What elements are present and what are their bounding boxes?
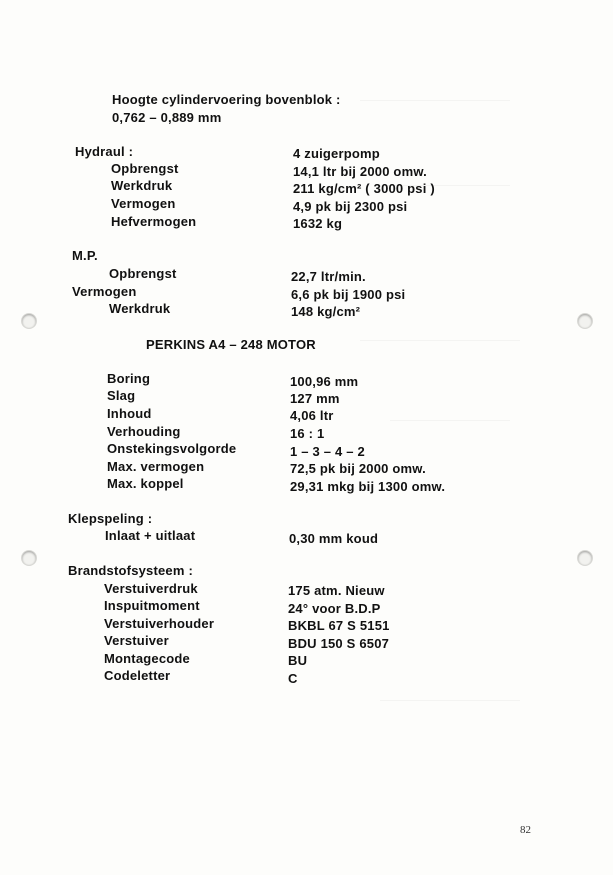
- brandstof-value: BU: [288, 653, 308, 668]
- hydraul-label: Vermogen: [111, 196, 176, 211]
- brandstof-label: Inspuitmoment: [104, 598, 200, 613]
- brandstof-label: Montagecode: [104, 651, 190, 666]
- motor-value: 29,31 mkg bij 1300 omw.: [290, 479, 446, 494]
- hydraul-value: 1632 kg: [293, 216, 343, 231]
- motor-label: Boring: [107, 371, 151, 386]
- mp-value: 22,7 ltr/min.: [291, 269, 366, 284]
- motor-value: 72,5 pk bij 2000 omw.: [290, 461, 426, 476]
- motor-value: 127 mm: [290, 391, 340, 406]
- punch-hole-left-bottom: [22, 551, 36, 565]
- mp-heading: M.P.: [72, 248, 98, 263]
- cylinder-heading: Hoogte cylindervoering bovenblok :: [112, 92, 341, 107]
- motor-value: 100,96 mm: [290, 374, 359, 389]
- hydraul-value: 14,1 ltr bij 2000 omw.: [293, 164, 427, 179]
- punch-hole-right-top: [578, 314, 592, 328]
- page-number: 82: [520, 824, 531, 836]
- motor-label: Slag: [107, 388, 136, 403]
- brandstof-value: 24° voor B.D.P: [288, 601, 381, 616]
- klep-value: 0,30 mm koud: [289, 531, 379, 546]
- mp-label: Opbrengst: [109, 266, 177, 281]
- mp-label: Werkdruk: [109, 301, 171, 316]
- hydraul-heading: Hydraul :: [75, 144, 134, 159]
- cylinder-value: 0,762 – 0,889 mm: [112, 110, 222, 125]
- hydraul-label: Hefvermogen: [111, 214, 197, 229]
- klep-label: Inlaat + uitlaat: [105, 528, 196, 543]
- hydraul-value: 4,9 pk bij 2300 psi: [293, 199, 408, 214]
- brandstof-value: BKBL 67 S 5151: [288, 618, 390, 633]
- brandstof-label: Verstuiver: [104, 633, 169, 648]
- hydraul-value: 211 kg/cm² ( 3000 psi ): [293, 181, 435, 196]
- motor-value: 4,06 ltr: [290, 408, 334, 423]
- punch-hole-left-top: [22, 314, 36, 328]
- hydraul-pump-value: 4 zuigerpomp: [293, 146, 380, 161]
- mp-value: 148 kg/cm²: [291, 304, 361, 319]
- brandstof-label: Codeletter: [104, 668, 171, 683]
- brandstof-value: C: [288, 671, 298, 686]
- motor-label: Max. koppel: [107, 476, 184, 491]
- motor-label: Verhouding: [107, 424, 181, 439]
- mp-value: 6,6 pk bij 1900 psi: [291, 287, 406, 302]
- motor-value: 1 – 3 – 4 – 2: [290, 444, 365, 459]
- brandstof-value: BDU 150 S 6507: [288, 636, 390, 651]
- hydraul-label: Opbrengst: [111, 161, 179, 176]
- hydraul-label: Werkdruk: [111, 178, 173, 193]
- brandstof-label: Verstuiverdruk: [104, 581, 198, 596]
- brandstof-value: 175 atm. Nieuw: [288, 583, 385, 598]
- motor-label: Onstekingsvolgorde: [107, 441, 237, 456]
- motor-value: 16 : 1: [290, 426, 325, 441]
- motor-label: Max. vermogen: [107, 459, 205, 474]
- punch-hole-right-bottom: [578, 551, 592, 565]
- brandstof-label: Verstuiverhouder: [104, 616, 215, 631]
- motor-title: PERKINS A4 – 248 MOTOR: [146, 337, 316, 352]
- klep-heading: Klepspeling :: [68, 511, 153, 526]
- mp-label: Vermogen: [72, 284, 137, 299]
- motor-label: Inhoud: [107, 406, 152, 421]
- brandstof-heading: Brandstofsysteem :: [68, 563, 193, 578]
